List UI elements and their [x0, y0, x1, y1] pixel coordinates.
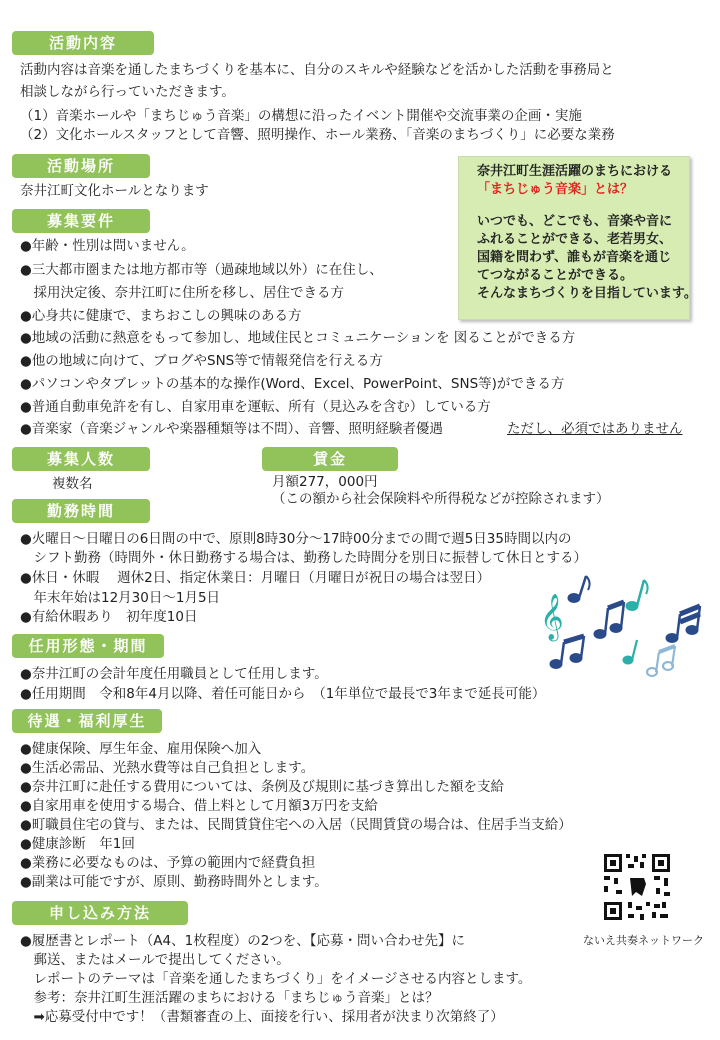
music-notes-illustration: [536, 568, 716, 688]
benefit-item: ●健康診断 年1回: [20, 836, 135, 852]
section-header-apply: 申し込み方法: [12, 901, 188, 925]
benefit-item: ●生活必需品、光熱水費等は自己負担とします。: [20, 760, 315, 776]
benefit-item: ●副業は可能ですが、原則、勤務時間外とします。: [20, 874, 328, 890]
section-header-requirements: 募集要件: [12, 209, 150, 233]
section-header-hours: 勤務時間: [12, 499, 150, 523]
section-header-benefits: 待遇・福利厚生: [12, 709, 162, 733]
hours-line: ●有給休暇あり 初年度10日: [20, 609, 198, 625]
employment-line: ●任用期間 令和8年4月以降、着任可能日から （1年単位で最長で3年まで延長可能）: [20, 686, 546, 702]
hours-line: シフト勤務（時間外・休日勤務する場合は、勤務した時間分を別日に振替して休日とする）: [20, 550, 587, 566]
section-header-count: 募集人数: [12, 447, 150, 471]
svg-text:𝄞: 𝄞: [540, 594, 564, 640]
treble-clef-icon: [540, 594, 564, 642]
hours-line: ●火曜日～日曜日の6日間の中で、原則8時30分～17時00分までの間で週5日35時間以内の: [20, 531, 572, 547]
count-text: 複数名: [52, 476, 93, 492]
activity-line: 相談しながら行っていただきます。: [20, 84, 235, 100]
salary-amount: 月額277，000円: [272, 474, 378, 490]
apply-line: ➡応募受付中です！（書類審査の上、面接を行い、採用者が決まり次第終了）: [20, 1009, 504, 1025]
requirement-item: ●他の地域に向けて、ブログやSNS等で情報発信を行える方: [20, 353, 383, 369]
salary-note: （この額から社会保険料や所得税などが控除されます）: [272, 491, 610, 507]
section-header-place: 活動場所: [12, 154, 150, 178]
section-header-activity: 活動内容: [12, 31, 154, 55]
beamed-notes-icon: [550, 636, 584, 669]
qr-code[interactable]: [602, 852, 672, 922]
hours-line: 年末年始は12月30日～1月5日: [20, 590, 221, 606]
beamed-notes-icon: [666, 606, 700, 643]
qr-caption: ないえ共奏ネットワーク: [583, 934, 704, 947]
activity-line: （1）音楽ホールや「まちじゅう音楽」の構想に沿ったイベント開催や交流事業の企画・実施: [20, 108, 582, 124]
requirement-item: ●三大都市圏または地方都市等（過疎地域以外）に在住し、: [20, 262, 383, 278]
requirement-item: ●地域の活動に熱意をもって参加し、地域住民とコミュニケーションを 図ることができる方: [20, 330, 576, 346]
benefit-item: ●町職員住宅の貸与、または、民間賃貸住宅への入居（民間賃貸の場合は、住居手当支給）: [20, 817, 572, 833]
requirement-item: ●年齢・性別は問いません。: [20, 238, 195, 254]
employment-line: ●奈井江町の会計年度任用職員として任用します。: [20, 666, 328, 682]
hours-line: ●休日・休暇 週休2日、指定休業日：月曜日（月曜日が祝日の場合は翌日）: [20, 570, 491, 586]
activity-line: （2）文化ホールスタッフとして音響、照明操作、ホール業務、「音楽のまちづくり」に必要な業務: [20, 127, 615, 143]
apply-line: ●履歴書とレポート（A4、1枚程度）の2つを、【応募・問い合わせ先】に: [20, 933, 466, 949]
benefit-item: ●業務に必要なものは、予算の範囲内で経費負担: [20, 855, 316, 871]
section-header-salary: 賃金: [262, 447, 398, 471]
callout-body-line: ふれることができる、老若男女、: [477, 232, 673, 247]
beamed-notes-icon: [647, 646, 675, 676]
quarter-note-icon: [623, 640, 637, 664]
callout-body-line: そんなまちづくりを目指しています。: [477, 286, 697, 301]
callout-body-line: 国籍を問わず、誰もが音楽を通じ: [477, 250, 671, 265]
eighth-note-icon: [626, 580, 648, 611]
requirement-item: ●音楽家（音楽ジャンルや楽器種類等は不問）、音響、照明経験者優遇: [20, 421, 443, 437]
requirement-item: 採用決定後、奈井江町に住所を移し、居住できる方: [20, 285, 344, 301]
benefit-item: ●健康保険、厚生年金、雇用保険へ加入: [20, 741, 262, 757]
requirements-note: ただし、必須ではありません: [507, 421, 683, 437]
benefit-item: ●自家用車を使用する場合、借上料として月額3万円を支給: [20, 798, 378, 814]
qr-code-icon: [602, 852, 672, 922]
section-header-employment: 任用形態・期間: [12, 634, 164, 658]
callout-title-line2: 「まちじゅう音楽」とは？: [477, 182, 634, 197]
apply-line: レポートのテーマは「音楽を通したまちづくり」をイメージさせる内容とします。: [20, 971, 532, 987]
requirement-item: ●パソコンやタブレットの基本的な操作(Word、Excel、PowerPoint、SNS等)ができる方: [20, 376, 565, 392]
beamed-notes-icon: [594, 602, 624, 639]
activity-line: 活動内容は音楽を通したまちづくりを基本に、自分のスキルや経験などを活かした活動を事務局と: [20, 62, 614, 78]
eighth-note-icon: [568, 576, 590, 603]
callout-body-line: てつながることができる。: [477, 268, 634, 283]
callout-title-line1: 奈井江町生涯活躍のまちにおける: [477, 164, 673, 179]
place-text: 奈井江町文化ホールとなります: [20, 183, 209, 199]
apply-line: 参考：奈井江町生涯活躍のまちにおける「まちじゅう音楽」とは？: [20, 990, 439, 1006]
benefit-item: ●奈井江町に赴任する費用については、条例及び規則に基づき算出した額を支給: [20, 779, 505, 795]
callout-machijuu-ongaku: [458, 156, 697, 320]
requirement-item: ●普通自動車免許を有し、自家用車を運転、所有（見込みを含む）している方: [20, 399, 491, 415]
callout-body-line: いつでも、どこでも、音楽や音に: [477, 214, 673, 229]
apply-line: 郵送、またはメールで提出してください。: [20, 952, 290, 968]
requirement-item: ●心身共に健康で、まちおこしの興味のある方: [20, 308, 302, 324]
